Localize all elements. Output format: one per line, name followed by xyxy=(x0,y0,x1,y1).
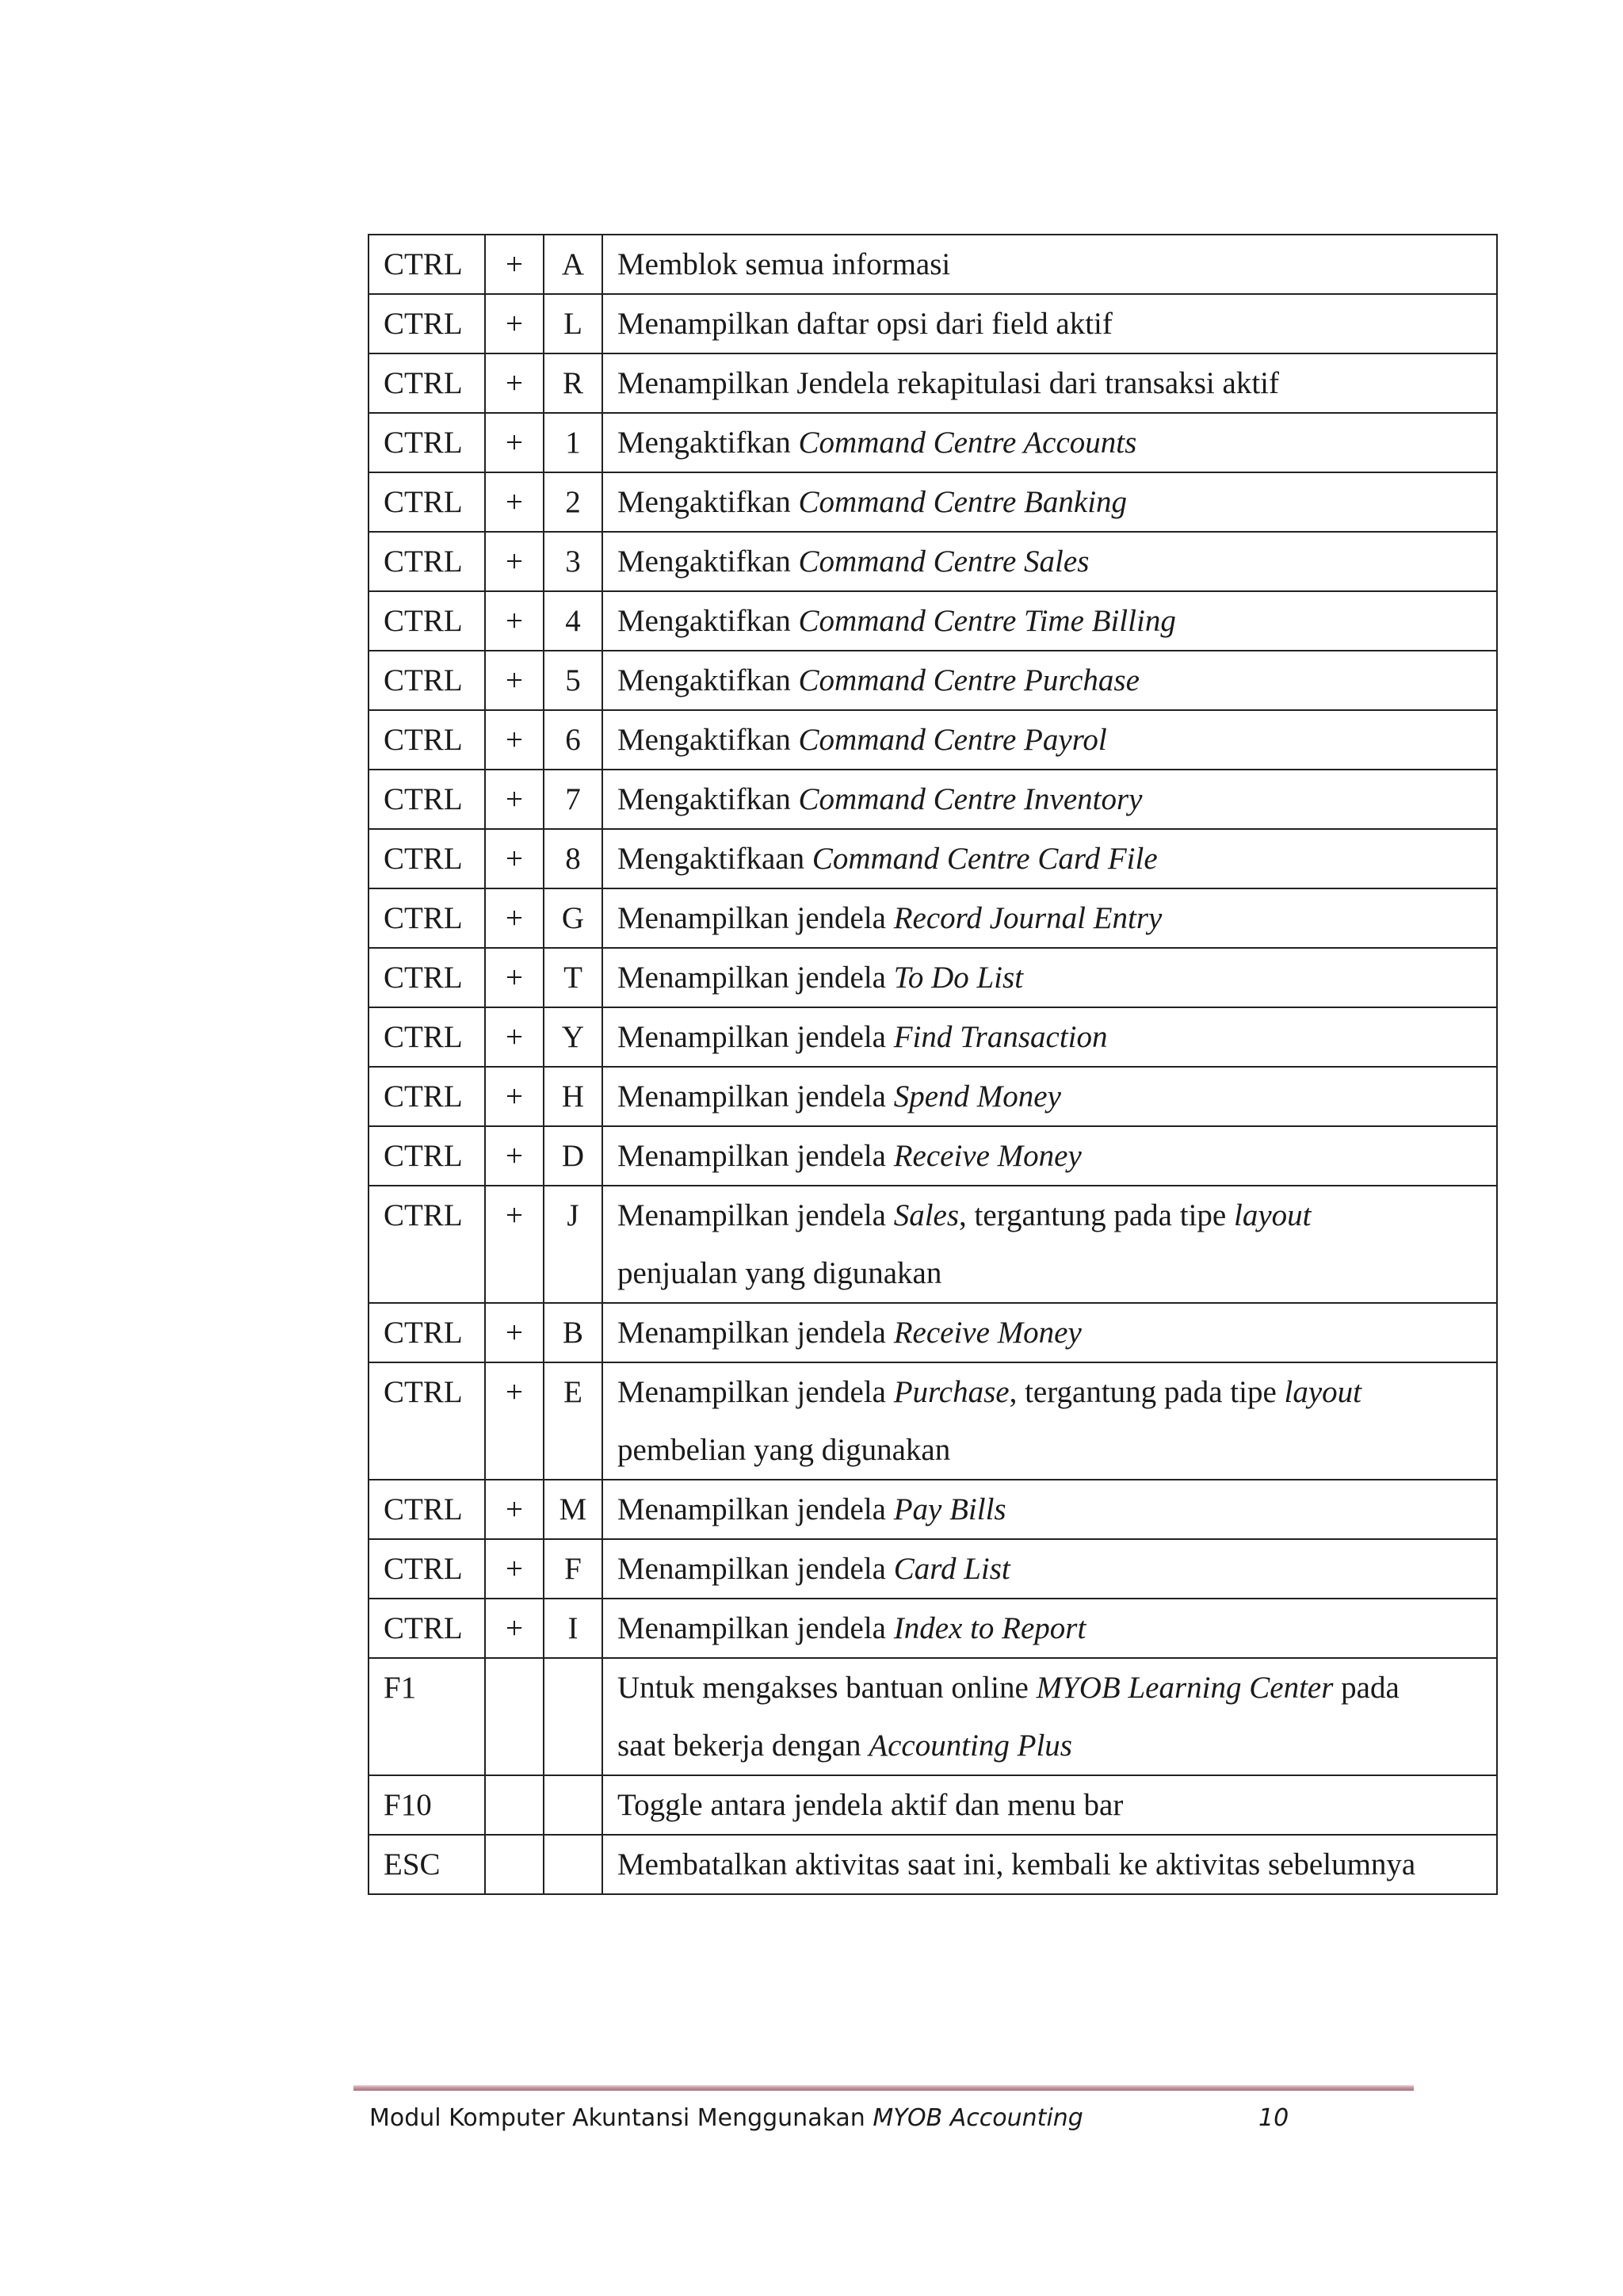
plus-sign-cell: + xyxy=(485,1186,544,1303)
shortcut-row xyxy=(369,1126,1497,1186)
key-cell xyxy=(544,1775,602,1835)
key-cell: H xyxy=(544,1067,602,1126)
shortcut-row xyxy=(369,1362,1497,1480)
modifier-key-cell: CTRL xyxy=(369,651,485,710)
modifier-key-cell: CTRL xyxy=(369,1186,485,1303)
description-cell xyxy=(602,1480,1497,1539)
description-cell xyxy=(602,948,1497,1007)
description-text: Menampilkan jendela xyxy=(617,901,894,935)
plus-sign-cell xyxy=(485,1775,544,1835)
modifier-key-cell: CTRL xyxy=(369,413,485,472)
description-text: Mengaktifkan xyxy=(617,782,799,816)
description-text: , tergantung pada tipe xyxy=(1009,1375,1285,1409)
description-cell xyxy=(602,294,1497,353)
modifier-key-cell: CTRL xyxy=(369,294,485,353)
description-text: penjualan yang digunakan xyxy=(617,1256,942,1290)
description-text: , tergantung pada tipe xyxy=(959,1198,1234,1232)
description-cell xyxy=(602,591,1497,651)
description-text: Memblok semua informasi xyxy=(617,247,951,281)
description-text: Mengaktifkan xyxy=(617,723,799,757)
shortcut-row xyxy=(369,1539,1497,1599)
description-text: Mengaktifkan xyxy=(617,426,799,460)
description-text: Mengaktifkan xyxy=(617,544,799,579)
description-text: Menampilkan jendela xyxy=(617,961,894,995)
description-text: saat bekerja dengan xyxy=(617,1729,869,1763)
description-cell xyxy=(602,472,1497,532)
description-cell xyxy=(602,353,1497,413)
description-italic-text: Command Centre Time Billing xyxy=(798,604,1176,638)
description-text: Menampilkan jendela xyxy=(617,1492,894,1526)
shortcut-row xyxy=(369,413,1497,472)
key-cell: T xyxy=(544,948,602,1007)
plus-sign-cell: + xyxy=(485,413,544,472)
modifier-key-cell: CTRL xyxy=(369,472,485,532)
modifier-key-cell: CTRL xyxy=(369,1480,485,1539)
description-cell xyxy=(602,1599,1497,1658)
shortcut-row xyxy=(369,1599,1497,1658)
description-cell xyxy=(602,413,1497,472)
modifier-key-cell: CTRL xyxy=(369,235,485,294)
plus-sign-cell xyxy=(485,1658,544,1775)
description-text: Mengaktifkan xyxy=(617,604,799,638)
key-cell: M xyxy=(544,1480,602,1539)
description-cell xyxy=(602,1303,1497,1362)
description-text: Menampilkan daftar opsi dari field aktif xyxy=(617,307,1113,341)
plus-sign-cell: + xyxy=(485,235,544,294)
key-cell: Y xyxy=(544,1007,602,1067)
key-cell: 6 xyxy=(544,710,602,770)
shortcut-row xyxy=(369,1775,1497,1835)
shortcut-row xyxy=(369,1835,1497,1894)
description-italic-text: To Do List xyxy=(893,961,1024,995)
description-cell xyxy=(602,1835,1497,1894)
footer-divider xyxy=(353,2085,1414,2091)
description-cell xyxy=(602,651,1497,710)
plus-sign-cell: + xyxy=(485,294,544,353)
key-cell: 7 xyxy=(544,770,602,829)
plus-sign-cell: + xyxy=(485,710,544,770)
shortcut-table-body xyxy=(369,235,1497,1894)
modifier-key-cell: CTRL xyxy=(369,1303,485,1362)
shortcut-row xyxy=(369,651,1497,710)
description-italic-text: Sales xyxy=(893,1198,960,1232)
plus-sign-cell xyxy=(485,1835,544,1894)
description-cell xyxy=(602,1658,1497,1775)
shortcut-row xyxy=(369,948,1497,1007)
modifier-key-cell: ESC xyxy=(369,1835,485,1894)
key-cell: 2 xyxy=(544,472,602,532)
plus-sign-cell: + xyxy=(485,1126,544,1186)
plus-sign-cell: + xyxy=(485,770,544,829)
description-italic-text: Command Centre Banking xyxy=(798,485,1128,519)
key-cell: I xyxy=(544,1599,602,1658)
key-cell: D xyxy=(544,1126,602,1186)
description-italic-text: Receive Money xyxy=(893,1139,1082,1173)
key-cell: B xyxy=(544,1303,602,1362)
plus-sign-cell: + xyxy=(485,353,544,413)
key-cell: 8 xyxy=(544,829,602,888)
description-italic-text: Find Transaction xyxy=(893,1020,1108,1054)
key-cell: R xyxy=(544,353,602,413)
description-italic-text: Accounting Plus xyxy=(869,1729,1072,1763)
plus-sign-cell: + xyxy=(485,948,544,1007)
key-cell: J xyxy=(544,1186,602,1303)
shortcut-row xyxy=(369,294,1497,353)
plus-sign-cell: + xyxy=(485,829,544,888)
modifier-key-cell: F1 xyxy=(369,1658,485,1775)
description-text: Membatalkan aktivitas saat ini, kembali ke aktivitas sebelumnya xyxy=(617,1847,1416,1881)
shortcut-row xyxy=(369,829,1497,888)
key-cell: 5 xyxy=(544,651,602,710)
shortcut-row xyxy=(369,888,1497,948)
description-text: Mengaktifkan xyxy=(617,485,799,519)
key-cell: 1 xyxy=(544,413,602,472)
key-cell: 3 xyxy=(544,532,602,591)
shortcut-row xyxy=(369,472,1497,532)
modifier-key-cell: CTRL xyxy=(369,888,485,948)
key-cell: E xyxy=(544,1362,602,1480)
description-italic-text: Record Journal Entry xyxy=(893,901,1163,935)
description-italic-text: layout xyxy=(1233,1198,1312,1232)
plus-sign-cell: + xyxy=(485,1539,544,1599)
plus-sign-cell: + xyxy=(485,1480,544,1539)
plus-sign-cell: + xyxy=(485,651,544,710)
description-text: Menampilkan jendela xyxy=(617,1375,894,1409)
description-cell xyxy=(602,235,1497,294)
description-text: Untuk mengakses bantuan online xyxy=(617,1671,1037,1705)
description-cell xyxy=(602,1186,1497,1303)
modifier-key-cell: F10 xyxy=(369,1775,485,1835)
key-cell: G xyxy=(544,888,602,948)
modifier-key-cell: CTRL xyxy=(369,1126,485,1186)
modifier-key-cell: CTRL xyxy=(369,532,485,591)
modifier-key-cell: CTRL xyxy=(369,1539,485,1599)
plus-sign-cell: + xyxy=(485,1007,544,1067)
description-text: pada xyxy=(1333,1671,1400,1705)
description-text: Mengaktifkan xyxy=(617,663,799,697)
modifier-key-cell: CTRL xyxy=(369,829,485,888)
key-cell xyxy=(544,1658,602,1775)
key-cell: F xyxy=(544,1539,602,1599)
shortcut-row xyxy=(369,591,1497,651)
modifier-key-cell: CTRL xyxy=(369,1067,485,1126)
plus-sign-cell: + xyxy=(485,1599,544,1658)
footer-title-italic: MYOB Accounting xyxy=(873,2104,1083,2132)
description-italic-text: Card List xyxy=(893,1552,1010,1586)
description-cell xyxy=(602,770,1497,829)
shortcut-row xyxy=(369,710,1497,770)
description-text: Menampilkan Jendela rekapitulasi dari transaksi aktif xyxy=(617,366,1279,400)
page-number: 10 xyxy=(1258,2104,1289,2132)
description-italic-text: Spend Money xyxy=(893,1079,1061,1114)
plus-sign-cell: + xyxy=(485,1303,544,1362)
description-italic-text: MYOB Learning Center xyxy=(1036,1671,1334,1705)
shortcut-row xyxy=(369,532,1497,591)
description-cell xyxy=(602,1775,1497,1835)
description-italic-text: Purchase xyxy=(893,1375,1010,1409)
description-italic-text: Command Centre Card File xyxy=(812,842,1158,876)
shortcut-row xyxy=(369,770,1497,829)
description-cell xyxy=(602,1126,1497,1186)
description-text: Menampilkan jendela xyxy=(617,1316,894,1350)
plus-sign-cell: + xyxy=(485,1067,544,1126)
description-cell xyxy=(602,1067,1497,1126)
key-cell xyxy=(544,1835,602,1894)
description-cell xyxy=(602,1007,1497,1067)
description-italic-text: Command Centre Inventory xyxy=(798,782,1143,816)
description-cell xyxy=(602,829,1497,888)
shortcut-row xyxy=(369,1480,1497,1539)
modifier-key-cell: CTRL xyxy=(369,710,485,770)
description-text: Mengaktifkaan xyxy=(617,842,812,876)
shortcut-row xyxy=(369,1067,1497,1126)
shortcut-row xyxy=(369,353,1497,413)
shortcut-row xyxy=(369,1007,1497,1067)
description-cell xyxy=(602,1362,1497,1480)
modifier-key-cell: CTRL xyxy=(369,1007,485,1067)
key-cell: A xyxy=(544,235,602,294)
description-text: Menampilkan jendela xyxy=(617,1611,894,1645)
shortcut-row xyxy=(369,1303,1497,1362)
modifier-key-cell: CTRL xyxy=(369,770,485,829)
description-text: Toggle antara jendela aktif dan menu bar xyxy=(617,1788,1124,1822)
description-text: Menampilkan jendela xyxy=(617,1139,894,1173)
plus-sign-cell: + xyxy=(485,472,544,532)
description-text: Menampilkan jendela xyxy=(617,1020,894,1054)
description-italic-text: Receive Money xyxy=(893,1316,1082,1350)
description-text: Menampilkan jendela xyxy=(617,1198,894,1232)
description-cell xyxy=(602,532,1497,591)
description-cell xyxy=(602,1539,1497,1599)
description-italic-text: Command Centre Payrol xyxy=(798,723,1107,757)
shortcut-row xyxy=(369,235,1497,294)
description-text: Menampilkan jendela xyxy=(617,1079,894,1114)
description-text: Menampilkan jendela xyxy=(617,1552,894,1586)
description-cell xyxy=(602,710,1497,770)
modifier-key-cell: CTRL xyxy=(369,1362,485,1480)
footer-title-prefix: Modul Komputer Akuntansi Menggunakan xyxy=(369,2104,873,2132)
footer-title xyxy=(369,2104,1083,2132)
key-cell: L xyxy=(544,294,602,353)
plus-sign-cell: + xyxy=(485,591,544,651)
description-italic-text: Pay Bills xyxy=(893,1492,1006,1526)
key-cell: 4 xyxy=(544,591,602,651)
shortcut-table xyxy=(368,234,1498,1895)
description-italic-text: Command Centre Purchase xyxy=(798,663,1140,697)
modifier-key-cell: CTRL xyxy=(369,1599,485,1658)
description-italic-text: Command Centre Accounts xyxy=(798,426,1137,460)
plus-sign-cell: + xyxy=(485,888,544,948)
description-text: pembelian yang digunakan xyxy=(617,1433,951,1467)
shortcut-row xyxy=(369,1186,1497,1303)
description-cell xyxy=(602,888,1497,948)
modifier-key-cell: CTRL xyxy=(369,353,485,413)
shortcut-row xyxy=(369,1658,1497,1775)
plus-sign-cell: + xyxy=(485,1362,544,1480)
description-italic-text: Command Centre Sales xyxy=(798,544,1090,579)
plus-sign-cell: + xyxy=(485,532,544,591)
description-italic-text: layout xyxy=(1284,1375,1361,1409)
modifier-key-cell: CTRL xyxy=(369,948,485,1007)
modifier-key-cell: CTRL xyxy=(369,591,485,651)
description-italic-text: Index to Report xyxy=(893,1611,1086,1645)
